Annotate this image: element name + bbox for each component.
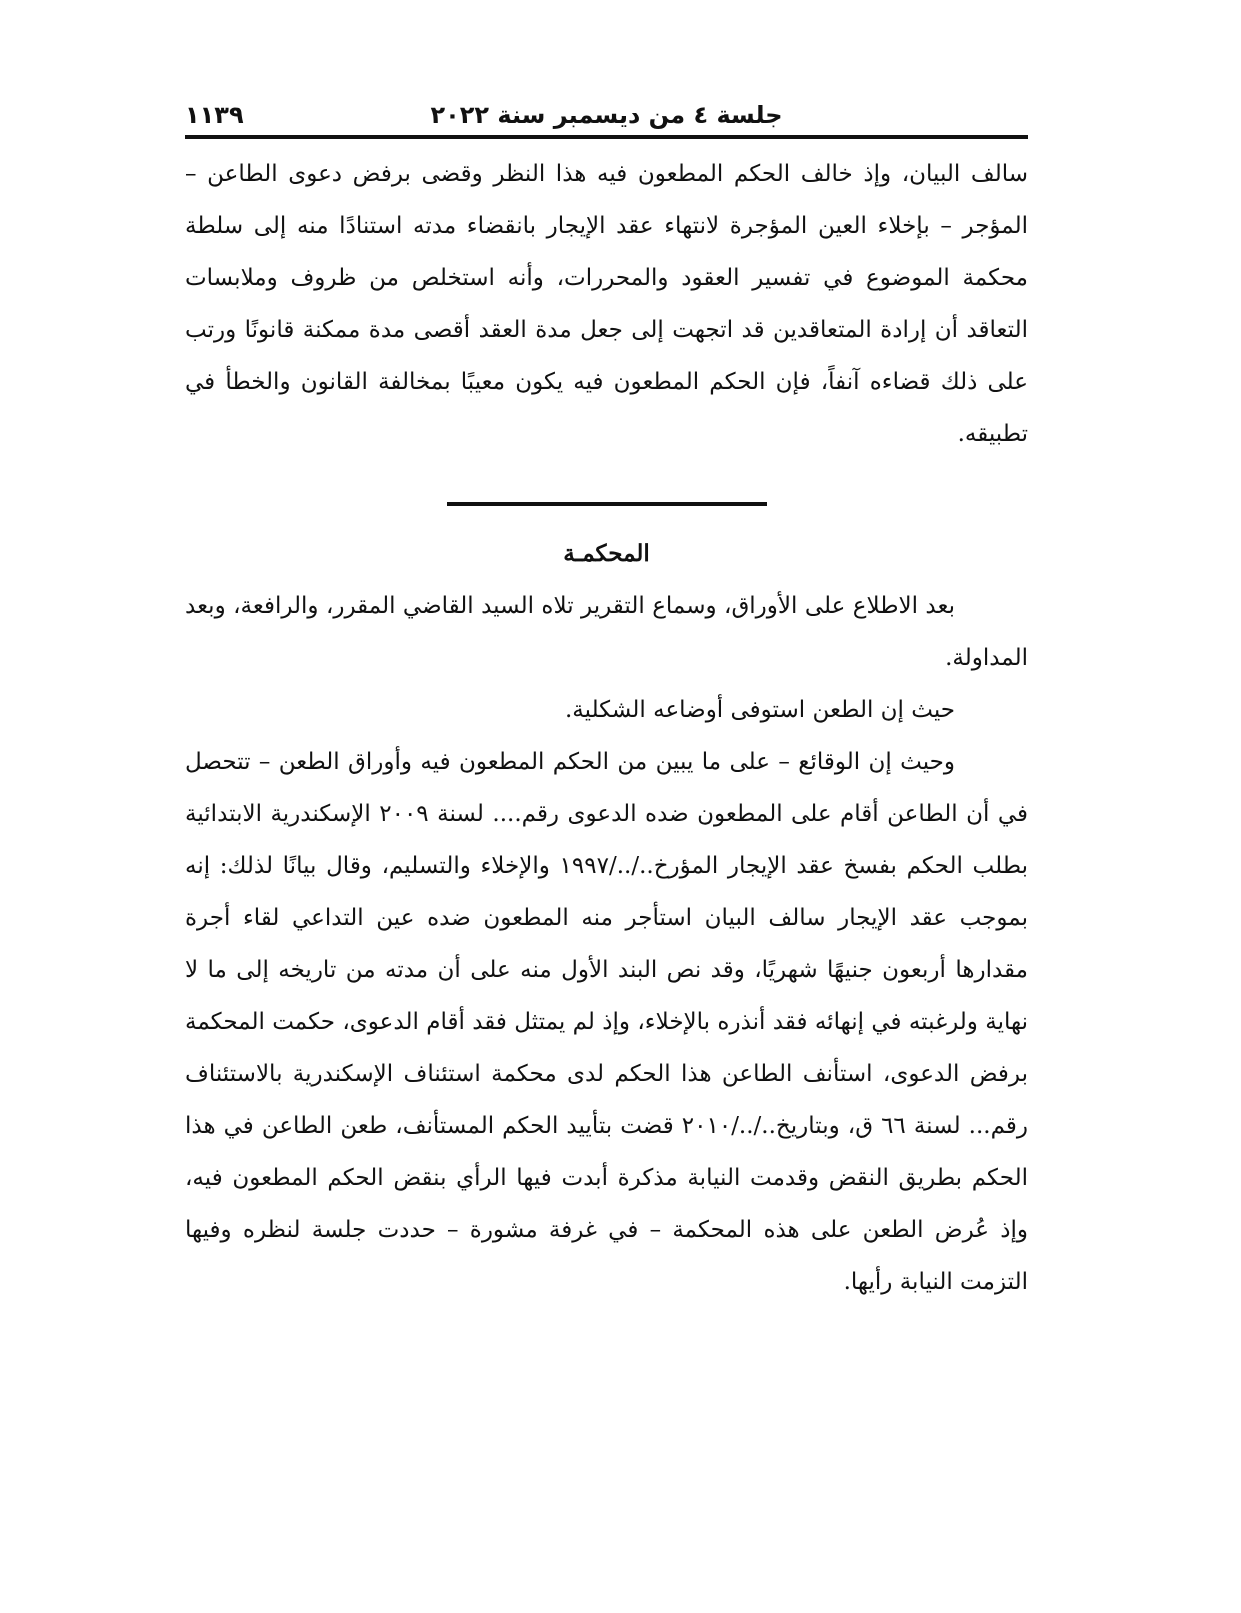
document-page xyxy=(185,86,1028,1295)
header-divider xyxy=(185,135,1028,139)
body-paragraph: بعد الاطلاع على الأوراق، وسماع التقرير تلاه السيد القاضي المقرر، والرافعة، وبعد المداولة. xyxy=(185,593,1028,671)
session-date-title: جلسة ٤ من ديسمبر سنة ٢٠٢٢ xyxy=(430,101,783,129)
body-paragraph: وحيث إن الوقائع – على ما يبين من الحكم المطعون فيه وأوراق الطعن – تتحصل في أن الطاعن أقام على المطعون ضده الدعوى رقم.... لسنة ٢٠٠٩ الإسكندرية الابتدائية بطلب الحكم بفسخ عقد الإيجار المؤرخ../../١٩٩٧ والإخلاء والتسليم، وقال بيانًا لذلك: إنه بموجب عقد الإيجار سالف البيان استأجر منه المطعون ضده عين التداعي لقاء أجرة مقدارها أربعون جنيهًا شهريًا، وقد نص البند الأول منه على أن مدته من تاريخه إلى ما لا نهاية ولرغبته في إنهائه فقد أنذره بالإخلاء، وإذ لم يمتثل فقد أقام الدعوى، حكمت المحكمة برفض الدعوى، استأنف الطاعن هذا الحكم لدى محكمة استئناف الإسكندرية بالاستئناف رقم... لسنة ٦٦ ق، وبتاريخ../../٢٠١٠ قضت بتأييد الحكم المستأنف، طعن الطاعن في هذا الحكم بطريق النقض وقدمت النيابة مذكرة أبدت فيها الرأي بنقض الحكم المطعون فيه، وإذ عُرض الطعن على هذه المحكمة – في غرفة مشورة – حددت جلسة لنظره وفيها التزمت النيابة رأيها. xyxy=(185,749,1028,1295)
page-header xyxy=(185,86,1028,134)
section-divider xyxy=(447,502,767,506)
continued-paragraph: سالف البيان، وإذ خالف الحكم المطعون فيه هذا النظر وقضى برفض دعوى الطاعن – المؤجر – بإخلاء العين المؤجرة لانتهاء عقد الإيجار بانقضاء مدته استنادًا منه إلى سلطة محكمة الموضوع في تفسير العقود والمحررات، وأنه استخلص من ظروف وملابسات التعاقد أن إرادة المتعاقدين قد اتجهت إلى جعل مدة العقد أقصى مدة ممكنة قانونًا ورتب على ذلك قضاءه آنفاً، فإن الحكم المطعون فيه يكون معيبًا بمخالفة القانون والخطأ في تطبيقه. xyxy=(185,161,1028,447)
page-number: ١١٣٩ xyxy=(185,101,244,129)
section-title: المحكمـة xyxy=(563,540,650,567)
body-paragraph: حيث إن الطعن استوفى أوضاعه الشكلية. xyxy=(564,697,955,723)
document-body xyxy=(185,148,1028,1308)
